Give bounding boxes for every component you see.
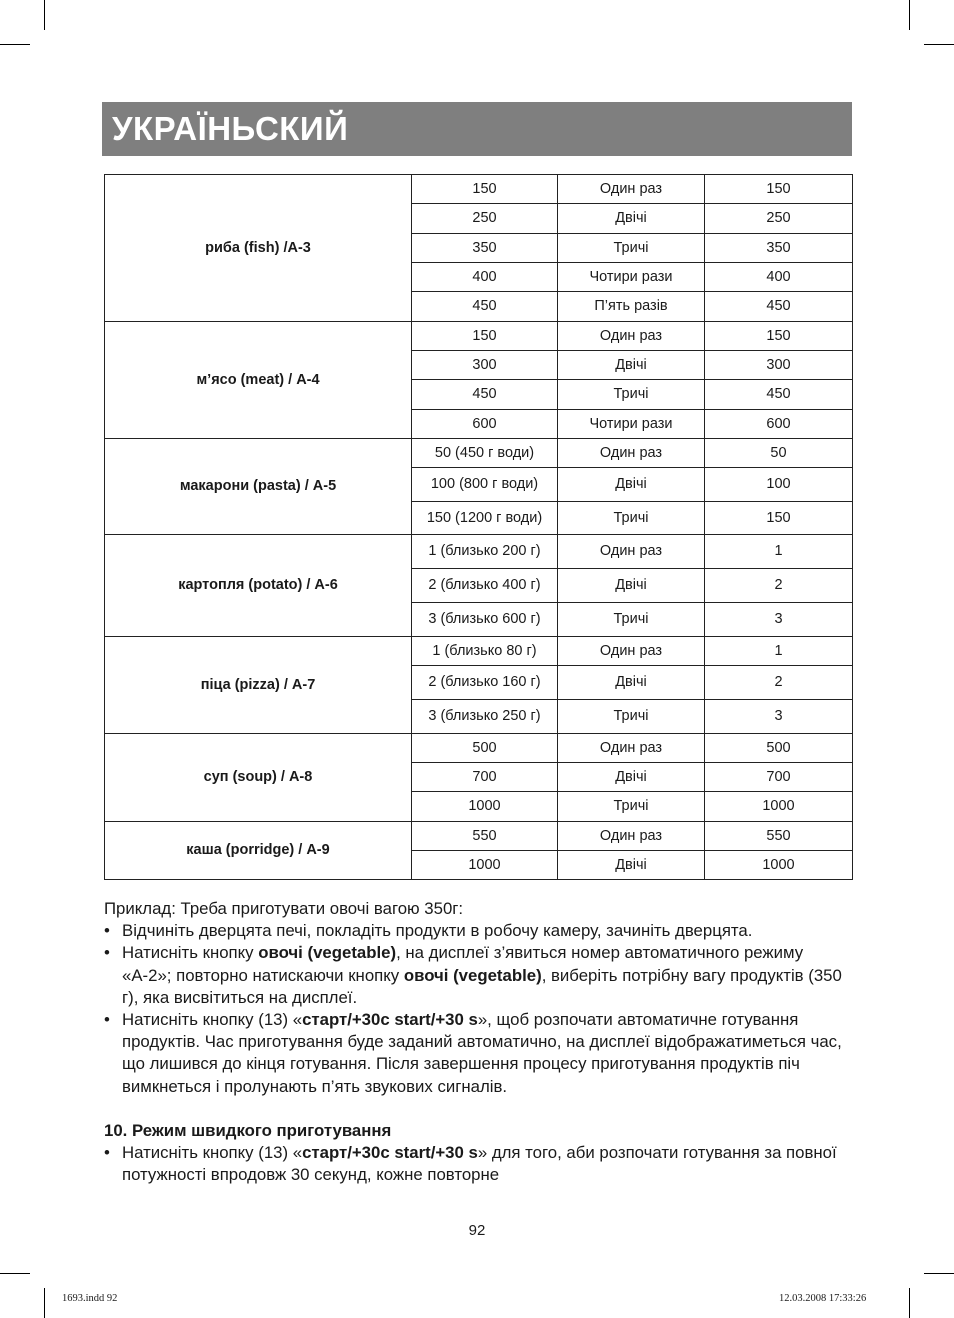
- table-row: [105, 439, 853, 468]
- presses-cell: Тричі: [558, 792, 705, 822]
- weight-cell: 1 (близько 80 г): [412, 637, 558, 666]
- weight-cell: 550: [412, 822, 558, 851]
- program-name: макарони (pasta) / А-5: [105, 439, 412, 535]
- presses-cell: Тричі: [558, 234, 705, 263]
- weight-cell: 3 (близько 250 г): [412, 700, 558, 734]
- presses-cell: Один раз: [558, 439, 705, 468]
- step-text: , на дисплеї з’явиться номер автоматичного режиму «А-2»; повторно натискаючи кнопку: [122, 943, 804, 985]
- crop-mark: [909, 1288, 910, 1318]
- weight-cell: 400: [412, 263, 558, 292]
- presses-cell: Один раз: [558, 322, 705, 351]
- display-cell: 400: [705, 263, 853, 292]
- presses-cell: Двічі: [558, 351, 705, 380]
- display-cell: 450: [705, 292, 853, 322]
- presses-cell: П’ять разів: [558, 292, 705, 322]
- table-row: [105, 535, 853, 569]
- print-timestamp: 12.03.2008 17:33:26: [779, 1293, 867, 1304]
- page-number: 92: [468, 1222, 486, 1239]
- weight-cell: 150: [412, 175, 558, 204]
- crop-mark: [924, 1273, 954, 1274]
- table-row: [105, 322, 853, 351]
- step-text: Натисніть кнопку (13) «: [122, 1143, 303, 1163]
- weight-cell: 50 (450 г води): [412, 439, 558, 468]
- presses-cell: Один раз: [558, 734, 705, 763]
- weight-cell: 250: [412, 204, 558, 234]
- presses-cell: Чотири рази: [558, 263, 705, 292]
- weight-cell: 2 (близько 160 г): [412, 666, 558, 700]
- weight-cell: 450: [412, 292, 558, 322]
- weight-cell: 150 (1200 г води): [412, 502, 558, 535]
- display-cell: 2: [705, 666, 853, 700]
- presses-cell: Чотири рази: [558, 410, 705, 439]
- presses-cell: Тричі: [558, 700, 705, 734]
- presses-cell: Двічі: [558, 569, 705, 603]
- weight-cell: 1000: [412, 851, 558, 880]
- program-name: суп (soup) / А-8: [105, 734, 412, 822]
- weight-cell: 300: [412, 351, 558, 380]
- display-cell: 1: [705, 535, 853, 569]
- crop-mark: [0, 44, 30, 45]
- bullet: •: [104, 921, 110, 941]
- presses-cell: Один раз: [558, 637, 705, 666]
- instructions: [104, 898, 852, 1186]
- list-item: [104, 1009, 852, 1098]
- display-cell: 1000: [705, 792, 853, 822]
- display-cell: 50: [705, 439, 853, 468]
- button-name: овочі (vegetable): [258, 943, 397, 963]
- weight-cell: 100 (800 г води): [412, 468, 558, 502]
- button-name: старт/+30c start/+30 s: [302, 1143, 478, 1163]
- presses-cell: Один раз: [558, 175, 705, 204]
- section-banner: [102, 102, 852, 156]
- presses-cell: Один раз: [558, 822, 705, 851]
- display-cell: 100: [705, 468, 853, 502]
- crop-mark: [44, 0, 45, 30]
- file-info: 1693.indd 92: [62, 1293, 118, 1304]
- display-cell: 250: [705, 204, 853, 234]
- step-text: Натисніть кнопку: [122, 943, 259, 963]
- table-row: [105, 734, 853, 763]
- presses-cell: Тричі: [558, 502, 705, 535]
- weight-cell: 3 (близько 600 г): [412, 603, 558, 637]
- presses-cell: Двічі: [558, 666, 705, 700]
- weight-cell: 700: [412, 763, 558, 792]
- display-cell: 150: [705, 175, 853, 204]
- list-item: [104, 1142, 852, 1186]
- crop-mark: [0, 1273, 30, 1274]
- presses-cell: Двічі: [558, 851, 705, 880]
- presses-cell: Тричі: [558, 603, 705, 637]
- crop-mark: [909, 0, 910, 30]
- section-heading: 10. Режим швидкого приготування: [104, 1120, 392, 1140]
- display-cell: 1: [705, 637, 853, 666]
- weight-cell: 350: [412, 234, 558, 263]
- crop-mark: [44, 1288, 45, 1318]
- display-cell: 600: [705, 410, 853, 439]
- weight-cell: 500: [412, 734, 558, 763]
- table-row: [105, 822, 853, 851]
- weight-cell: 1 (близько 200 г): [412, 535, 558, 569]
- display-cell: 3: [705, 700, 853, 734]
- table-row: [105, 175, 853, 204]
- bullet: •: [104, 943, 110, 963]
- weight-cell: 600: [412, 410, 558, 439]
- bullet: •: [104, 1010, 110, 1030]
- program-name: каша (porridge) / А-9: [105, 822, 412, 880]
- presses-cell: Двічі: [558, 468, 705, 502]
- weight-cell: 150: [412, 322, 558, 351]
- display-cell: 450: [705, 380, 853, 410]
- button-name: старт/+30c start/+30 s: [302, 1010, 478, 1030]
- program-name: піца (pizza) / А-7: [105, 637, 412, 734]
- list-item: [104, 920, 852, 942]
- display-cell: 500: [705, 734, 853, 763]
- auto-program-table: [104, 174, 853, 880]
- bullet: •: [104, 1143, 110, 1163]
- presses-cell: Двічі: [558, 763, 705, 792]
- example-line: Приклад: Треба приготувати овочі вагою 350г:: [104, 899, 464, 918]
- step-text: , виберіть потрібну вагу продуктів (350 г), яка висвітиться на дисплеї.: [122, 965, 842, 1007]
- display-cell: 150: [705, 502, 853, 535]
- weight-cell: 1000: [412, 792, 558, 822]
- step-text: Відчиніть дверцята печі, покладіть продукти в робочу камеру, зачиніть дверцята.: [122, 921, 753, 941]
- display-cell: 550: [705, 822, 853, 851]
- weight-cell: 450: [412, 380, 558, 410]
- step-text: » для того, аби розпочати готування за повної потужності впродовж 30 секунд, кожне повторне: [122, 1143, 837, 1185]
- step-text: Натисніть кнопку (13) «: [122, 1010, 303, 1030]
- program-name: м’ясо (meat) / А-4: [105, 322, 412, 439]
- display-cell: 2: [705, 569, 853, 603]
- program-name: риба (fish) /А-3: [105, 175, 412, 322]
- step-text: », щоб розпочати автоматичне готування продуктів. Час приготування буде заданий автоматично, на дисплеї відображатиметься час, що лишився до кінця готування. Після завершення процесу приготування продуктів піч вимкнеться і пролунають п’ять звукових сигналів.: [122, 1010, 842, 1096]
- list-item: [104, 942, 852, 1009]
- presses-cell: Тричі: [558, 380, 705, 410]
- table-row: [105, 637, 853, 666]
- presses-cell: Один раз: [558, 535, 705, 569]
- program-name: картопля (potato) / А-6: [105, 535, 412, 637]
- button-name: овочі (vegetable): [403, 965, 542, 985]
- presses-cell: Двічі: [558, 204, 705, 234]
- display-cell: 700: [705, 763, 853, 792]
- display-cell: 3: [705, 603, 853, 637]
- display-cell: 350: [705, 234, 853, 263]
- crop-mark: [924, 44, 954, 45]
- weight-cell: 2 (близько 400 г): [412, 569, 558, 603]
- display-cell: 1000: [705, 851, 853, 880]
- page-title: УКРАЇНЬСКИЙ: [112, 110, 349, 147]
- display-cell: 150: [705, 322, 853, 351]
- display-cell: 300: [705, 351, 853, 380]
